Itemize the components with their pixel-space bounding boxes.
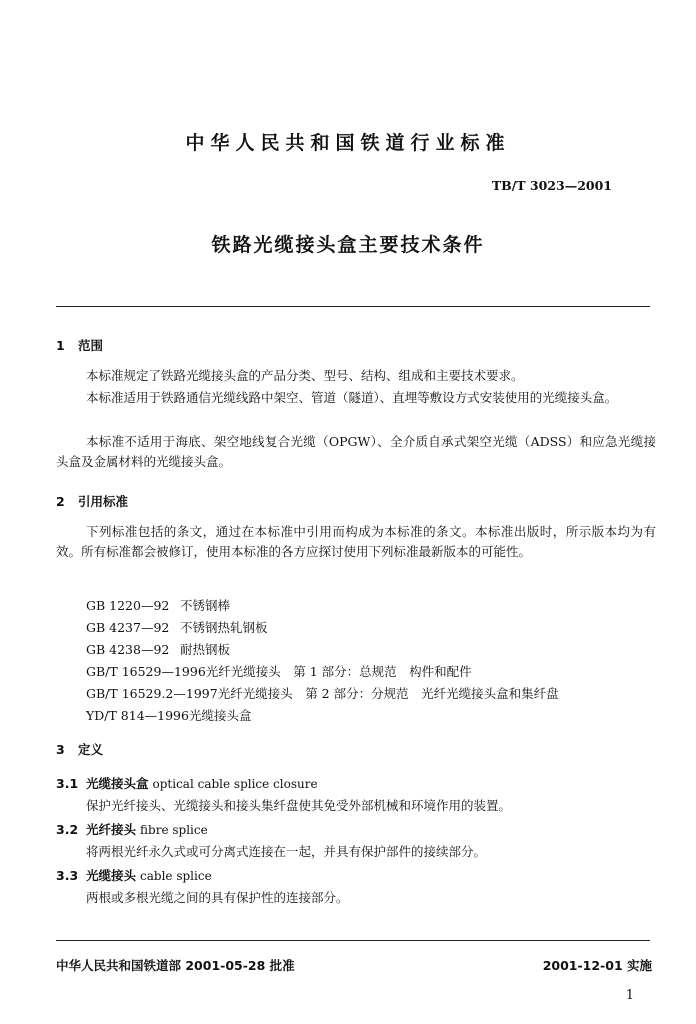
definition-number: 3.3: [56, 868, 79, 883]
section-title: 引用标准: [78, 494, 129, 509]
reference-item: [86, 684, 559, 702]
reference-item: [86, 706, 251, 724]
definition-body: 保护光纤接头、光缆接头和接头集纤盘使其免受外部机械和环境作用的装置。: [86, 798, 512, 813]
definition-english: fibre splice: [140, 823, 208, 837]
section-title: 范围: [78, 338, 104, 353]
reference-title: 不锈钢热轧钢板: [180, 620, 268, 635]
reference-title: 光缆接头盒: [188, 708, 252, 723]
reference-title: 不锈钢棒: [180, 598, 231, 613]
section-number: 1: [56, 338, 65, 353]
definition-number: 3.1: [56, 776, 79, 791]
definition-term: 光缆接头: [86, 868, 137, 883]
reference-item: [86, 618, 268, 636]
reference-item: [86, 640, 230, 658]
document-title: 铁路光缆接头盒主要技术条件: [211, 234, 485, 256]
section-1-heading: [56, 336, 103, 354]
definition-heading: [56, 774, 318, 792]
definition-heading: [56, 866, 212, 884]
definition-heading: [56, 820, 208, 838]
reference-code: GB/T 16529.2—1997: [86, 686, 218, 701]
implementation-date: 2001-12-01 实施: [542, 958, 652, 973]
scope-paragraph-3: 本标准不适用于海底、架空地线复合光缆（OPGW）、全介质自承式架空光缆（ADSS）和应急光缆接头盒及金属材料的光缆接头盒。: [56, 434, 656, 469]
reference-code: GB 1220—92: [86, 598, 170, 613]
references-intro: 下列标准包括的条文，通过在本标准中引用而构成为本标准的条文。本标准出版时，所示版本均为有效。所有标准都会被修订，使用本标准的各方应探讨使用下列标准最新版本的可能性。: [56, 524, 656, 559]
reference-title: 耐热钢板: [180, 642, 231, 657]
definition-term: 光缆接头盒: [86, 776, 149, 791]
page-number: 1: [625, 988, 634, 1003]
section-3-heading: [56, 740, 103, 758]
standard-code: TB/T 3023—2001: [491, 178, 612, 193]
definition-number: 3.2: [56, 822, 79, 837]
standard-type-heading: 中华人民共和国铁道行业标准: [185, 132, 511, 154]
definition-body: 将两根光纤永久式或可分离式连接在一起，并具有保护部件的接续部分。: [86, 844, 487, 859]
section-number: 3: [56, 742, 65, 757]
footer-divider: [56, 940, 650, 941]
section-title: 定义: [78, 742, 104, 757]
header-divider: [56, 306, 650, 307]
definition-english: optical cable splice closure: [152, 777, 318, 791]
reference-title: 光纤光缆接头 第 1 部分：总规范 构件和配件: [205, 664, 472, 679]
approval-note: 中华人民共和国铁道部 2001-05-28 批准: [56, 958, 295, 973]
reference-title: 光纤光缆接头 第 2 部分：分规范 光纤光缆接头盒和集纤盘: [217, 686, 559, 701]
definition-english: cable splice: [140, 869, 212, 883]
scope-paragraph-1: 本标准规定了铁路光缆接头盒的产品分类、型号、结构、组成和主要技术要求。: [86, 368, 524, 383]
scope-paragraph-2: 本标准适用于铁路通信光缆线路中架空、管道（隧道）、直埋等敷设方式安装使用的光缆接头盒。: [86, 390, 618, 405]
definition-body: 两根或多根光缆之间的具有保护性的连接部分。: [86, 890, 349, 905]
section-number: 2: [56, 494, 65, 509]
reference-code: GB 4237—92: [86, 620, 170, 635]
section-2-heading: [56, 492, 128, 510]
reference-code: GB 4238—92: [86, 642, 170, 657]
reference-item: [86, 596, 230, 614]
definition-term: 光纤接头: [86, 822, 137, 837]
reference-code: GB/T 16529—1996: [86, 664, 206, 679]
reference-code: YD/T 814—1996: [86, 708, 189, 723]
reference-item: [86, 662, 472, 680]
